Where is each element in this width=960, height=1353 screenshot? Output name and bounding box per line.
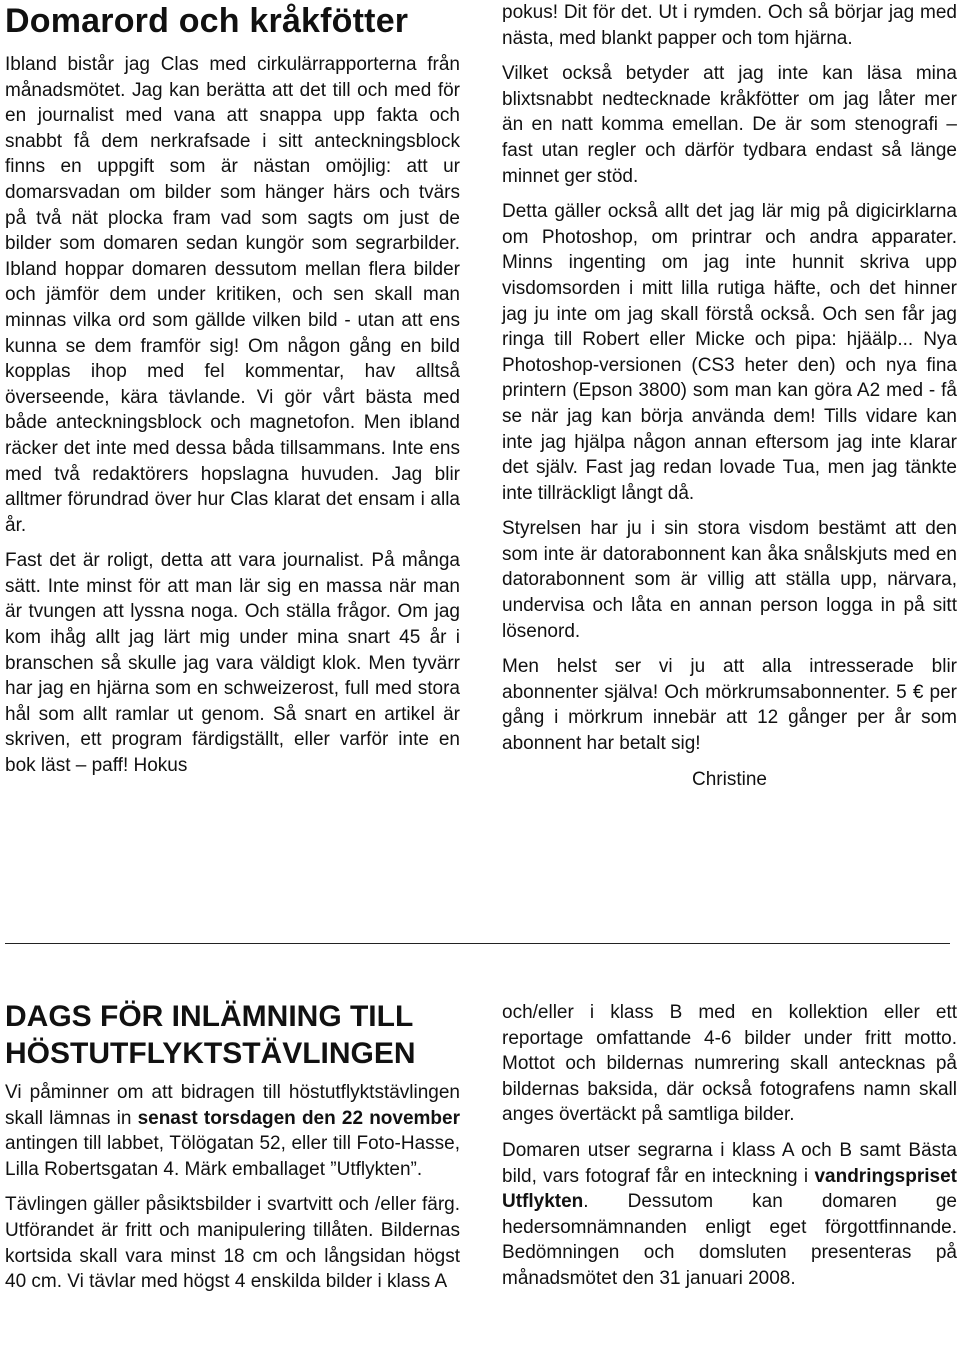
article-column-2 [502, 0, 957, 792]
paragraph: Tävlingen gäller påsiktsbilder i svartvitt och /eller färg. Utförandet är fritt och manipulering tillåten. Bildernas kortsida skall vara minst 18 cm och långsidan högst 40 cm. Vi tävlar med högst 4 enskilda bilder i klass A [5, 1194, 460, 1293]
paragraph: Vilket också betyder att jag inte kan läsa mina blixtsnabbt nedtecknade kråkfötter om jag låter mer än en natt komma emellan. De är som stenografi – fast utan regler och därför tydbara endast så länge minnet ger stöd. [502, 63, 957, 187]
text-run: . Dessutom kan domaren ge hedersomnämnanden enligt eget förgottfinnande. Bedömningen och domsluten presenteras på månadsmötet den 31 januari 2008. [502, 1191, 957, 1289]
paragraph: Detta gäller också allt det jag lär mig på digicirklarna om Photoshop, om printrar och andra apparater. Minns ingenting om jag inte hunnit skriva upp visdomsorden i mitt lilla rutiga häfte, och det hinner jag ju inte om jag skall förstå också. Och sen får jag ringa till Robert eller Micke och pipa: hjäälp... Nya Photoshop-versionen (CS3 heter den) och nya fina printern (Epson 3800) som man kan göra A2 med - få se när jag kan börja använda dem! Tills vidare kan inte jag hjälpa någon annan eftersom jag inte klarar det själv. Fast jag redan lovade Tua, men jag tänkte inte tillräckligt långt då. [502, 201, 957, 504]
prize-highlight: vandringspriset Utflykten [502, 1165, 957, 1213]
text-run: Vi påminner om att bidragen till höstutflyktstävlingen skall lämnas in [5, 1082, 460, 1129]
paragraph [5, 1080, 460, 1182]
article-column-1 [5, 52, 460, 789]
section-divider [5, 943, 950, 944]
article-title: Domarord och kråkfötter [5, 2, 409, 40]
paragraph: Ibland bistår jag Clas med cirkulärrapporterna från månadsmötet. Jag kan berätta att det till och med för en journalist med vana att snappa upp fakta och snabbt få dem nerkrafsade i sitt anteckningsblock finns en uppgift som är nästan omöjlig: att ur domarsvadan om bilder som hänger härs och tvärs på två nät plocka fram vad som sagts om just de bilder som domaren sedan kungör som segrarbilder. Ibland hoppar domaren dessutom mellan flera bilder och jämför dem under kritiken, och sen skall man minnas vilka ord som gällde vilken bild - utan att ens kunna se dem framför sig! Om någon gång en bild kopplas ihop med fel kommentar, hav alltså överseende, kära tävlande. Vi gör vårt bästa med både anteckningsblock och magnetofon. Men ibland räcker det inte med dessa båda tillsammans. Inte ens med två redaktörers hopslagna huvuden. Jag blir alltmer förundrad över hur Clas klarat det ensam i alla år. [5, 54, 460, 536]
text-run: Domaren utser segrarna i klass A och B samt Bästa bild, vars fotograf får en inteckning i [502, 1139, 957, 1187]
text-run: antingen till labbet, Tölögatan 52, eller till Foto-Hasse, Lilla Robertsgatan 4. Märk emballaget ”Utflykten”. [5, 1133, 460, 1180]
announcement-column-1 [5, 1080, 460, 1305]
announcement-title: DAGS FÖR INLÄMNING TILL HÖSTUTFLYKTSTÄVLINGEN [5, 1000, 416, 1070]
paragraph: Styrelsen har ju i sin stora visdom bestämt att den som inte är datorabonnent kan åka snålskjuts med en datorabonnent som är villig att ställa upp, närvara, undervisa och låta en annan person logga in på sitt lösenord. [502, 518, 957, 642]
paragraph: Fast det är roligt, detta att vara journalist. På många sätt. Inte minst för att man lär sig en massa när man är tvungen att lyssna noga. Och ställa frågor. Om jag kom ihåg allt jag lärt mig under mina snart 45 år i branschen så skulle jag vara väldigt klok. Men tyvärr har jag en hjärna som en schweizerost, full med stora hål som allt ramlar ut genom. Så snart en artikel är skriven, ett program färdigställt, eller varför inte en bok läst – paff! Hokus [5, 550, 460, 777]
deadline-highlight: senast torsdagen den 22 november [137, 1107, 460, 1129]
paragraph: Men helst ser vi ju att alla intresserade blir abonnenter själva! Och mörkrumsabonnenter. 5 € per gång i mörkrum innebär att 12 gånger per år som abonnent har betalt sig! [502, 656, 957, 755]
signature: Christine [692, 768, 767, 790]
paragraph: pokus! Dit för det. Ut i rymden. Och så börjar jag med nästa, med blankt papper och tom hjärna. [502, 2, 957, 49]
paragraph: och/eller i klass B med en kollektion eller ett reportage omfattande 4-6 bilder under fritt motto. Mottot och bildernas numrering skall antecknas på bildernas baksida, där också fotografens namn skall anges övertäckt på samtliga bilder. [502, 1002, 957, 1126]
paragraph [502, 1138, 957, 1292]
announcement-column-2 [502, 1000, 957, 1302]
